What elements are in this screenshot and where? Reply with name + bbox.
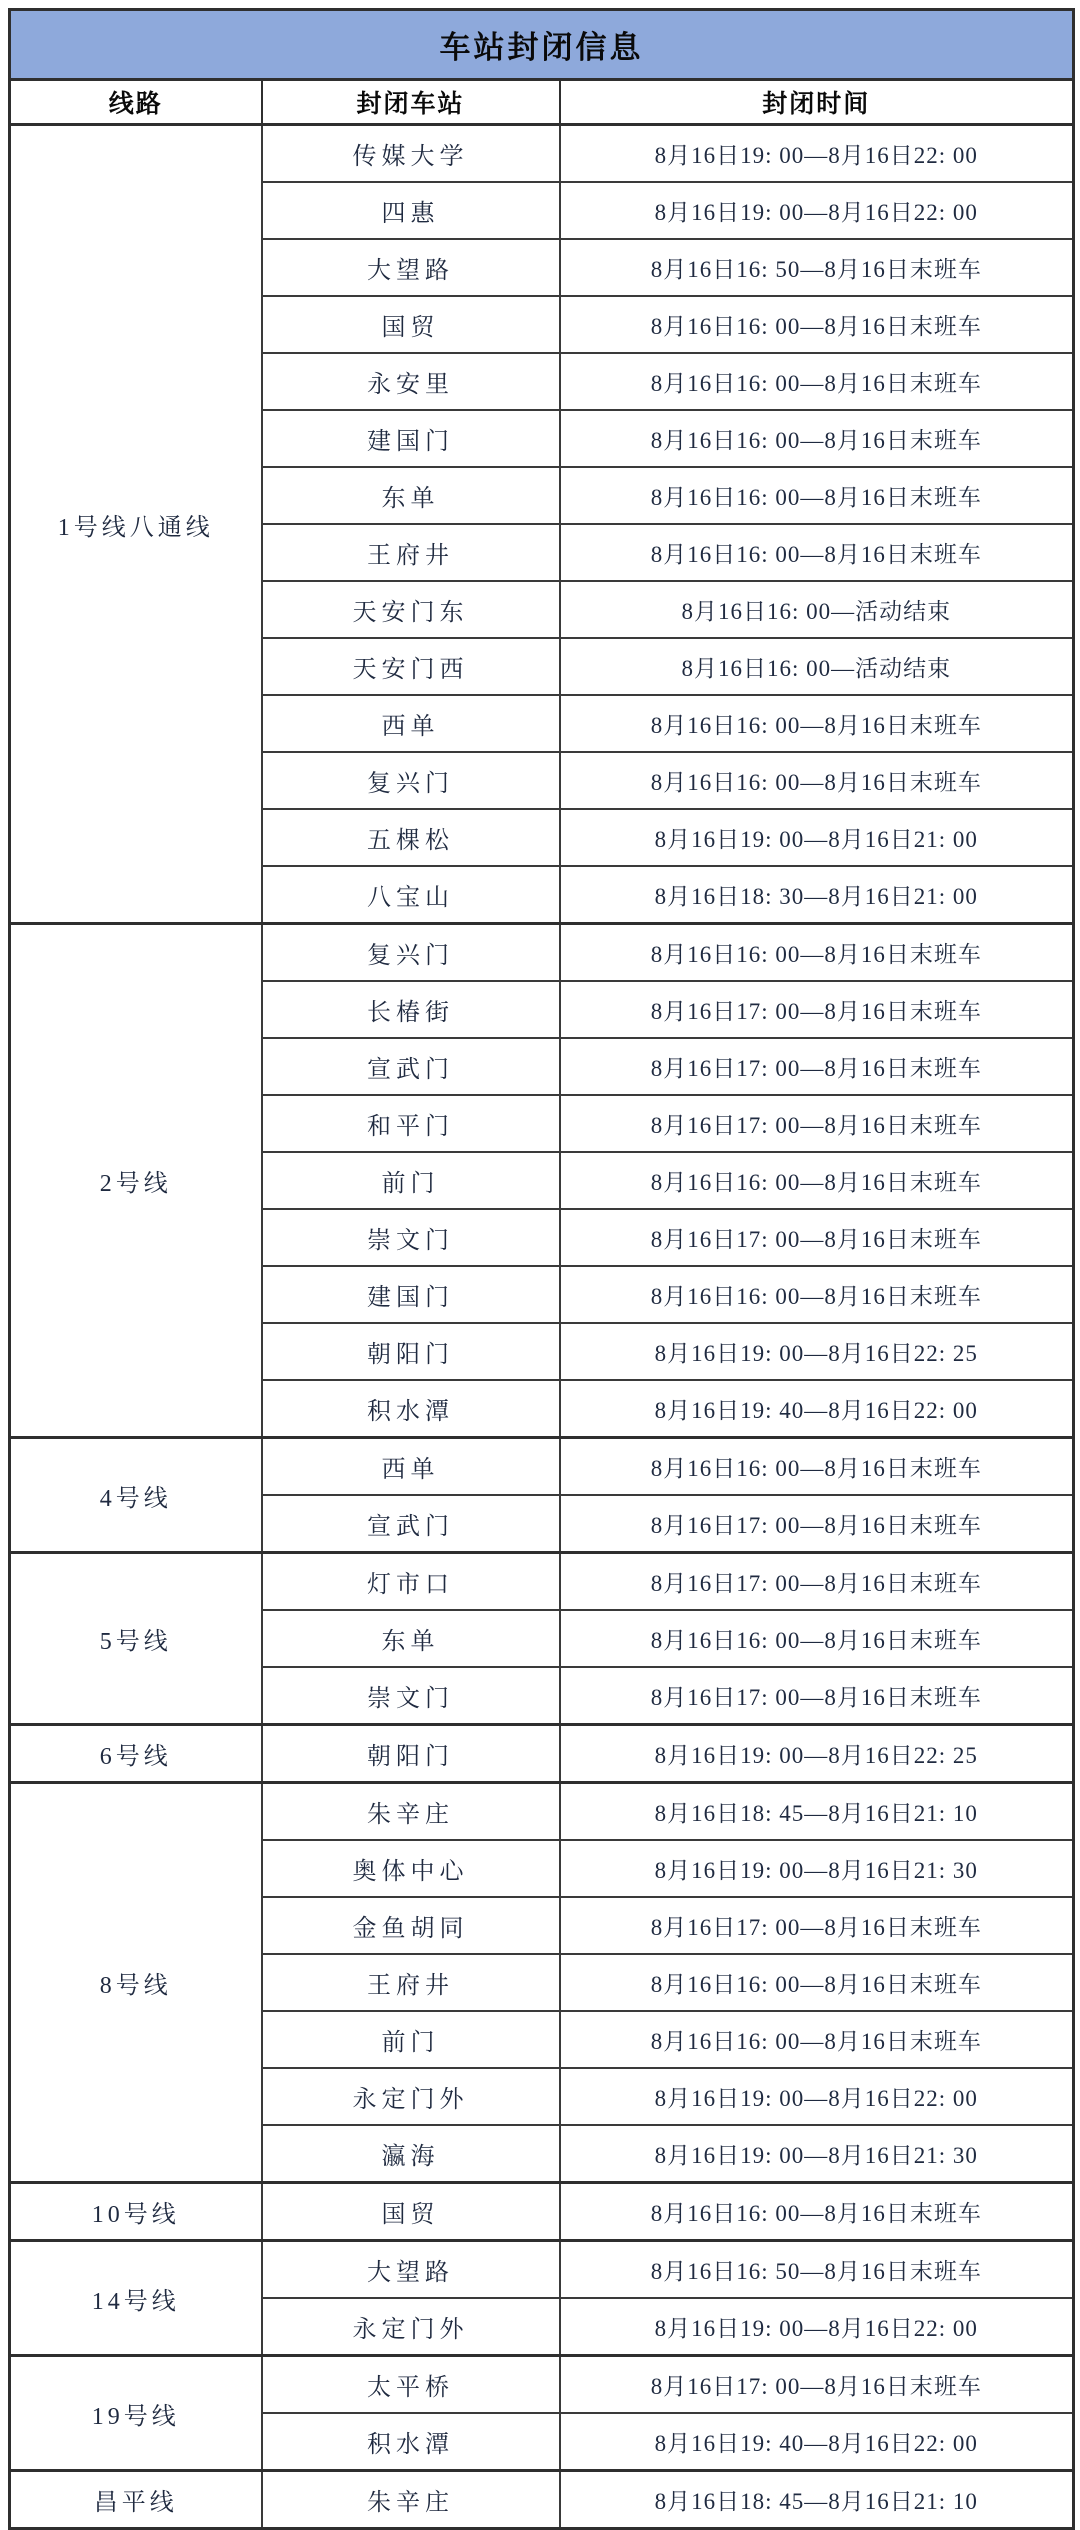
time-cell: 8月16日19: 00—8月16日21: 30 — [560, 2125, 1074, 2183]
table-body — [10, 125, 1074, 2529]
time-cell: 8月16日16: 00—8月16日末班车 — [560, 410, 1074, 467]
column-header-row — [10, 80, 1074, 125]
station-closure-table — [8, 8, 1075, 2530]
table-row — [10, 2241, 1074, 2299]
station-cell: 天安门西 — [262, 638, 560, 695]
line-cell: 昌平线 — [10, 2471, 262, 2529]
station-cell: 崇文门 — [262, 1667, 560, 1725]
time-cell: 8月16日16: 00—活动结束 — [560, 638, 1074, 695]
station-cell: 传媒大学 — [262, 125, 560, 183]
time-cell: 8月16日17: 00—8月16日末班车 — [560, 1209, 1074, 1266]
time-cell: 8月16日16: 50—8月16日末班车 — [560, 2241, 1074, 2299]
time-cell: 8月16日18: 30—8月16日21: 00 — [560, 866, 1074, 924]
time-cell: 8月16日17: 00—8月16日末班车 — [560, 1095, 1074, 1152]
station-cell: 王府井 — [262, 524, 560, 581]
time-cell: 8月16日19: 00—8月16日22: 25 — [560, 1725, 1074, 1783]
time-cell: 8月16日19: 00—8月16日22: 25 — [560, 1323, 1074, 1380]
line-cell: 5号线 — [10, 1553, 262, 1725]
table-row — [10, 2183, 1074, 2241]
station-cell: 太平桥 — [262, 2356, 560, 2414]
time-cell: 8月16日18: 45—8月16日21: 10 — [560, 2471, 1074, 2529]
line-cell: 6号线 — [10, 1725, 262, 1783]
line-cell: 1号线八通线 — [10, 125, 262, 924]
station-cell: 崇文门 — [262, 1209, 560, 1266]
station-cell: 积水潭 — [262, 1380, 560, 1438]
time-cell: 8月16日16: 50—8月16日末班车 — [560, 239, 1074, 296]
station-cell: 积水潭 — [262, 2413, 560, 2471]
time-cell: 8月16日16: 00—8月16日末班车 — [560, 467, 1074, 524]
station-cell: 八宝山 — [262, 866, 560, 924]
time-cell: 8月16日16: 00—8月16日末班车 — [560, 353, 1074, 410]
time-cell: 8月16日17: 00—8月16日末班车 — [560, 1897, 1074, 1954]
line-cell: 14号线 — [10, 2241, 262, 2356]
time-cell: 8月16日17: 00—8月16日末班车 — [560, 2356, 1074, 2414]
time-cell: 8月16日19: 40—8月16日22: 00 — [560, 1380, 1074, 1438]
station-cell: 永定门外 — [262, 2298, 560, 2356]
title-row — [10, 10, 1074, 80]
line-cell: 2号线 — [10, 924, 262, 1438]
table-row — [10, 2356, 1074, 2414]
table-row — [10, 2471, 1074, 2529]
station-cell: 灯市口 — [262, 1553, 560, 1611]
station-cell: 建国门 — [262, 1266, 560, 1323]
time-cell: 8月16日16: 00—8月16日末班车 — [560, 1610, 1074, 1667]
time-cell: 8月16日17: 00—8月16日末班车 — [560, 1553, 1074, 1611]
time-cell: 8月16日16: 00—8月16日末班车 — [560, 1266, 1074, 1323]
time-cell: 8月16日16: 00—8月16日末班车 — [560, 2183, 1074, 2241]
station-cell: 大望路 — [262, 239, 560, 296]
station-cell: 大望路 — [262, 2241, 560, 2299]
station-cell: 奥体中心 — [262, 1840, 560, 1897]
line-cell: 4号线 — [10, 1438, 262, 1553]
station-cell: 永定门外 — [262, 2068, 560, 2125]
station-cell: 前门 — [262, 1152, 560, 1209]
time-cell: 8月16日19: 00—8月16日22: 00 — [560, 2298, 1074, 2356]
table-title: 车站封闭信息 — [10, 10, 1074, 80]
station-cell: 宣武门 — [262, 1038, 560, 1095]
time-cell: 8月16日19: 00—8月16日21: 30 — [560, 1840, 1074, 1897]
table-row — [10, 1783, 1074, 1841]
time-cell: 8月16日17: 00—8月16日末班车 — [560, 1667, 1074, 1725]
station-cell: 朝阳门 — [262, 1725, 560, 1783]
station-cell: 西单 — [262, 695, 560, 752]
station-cell: 四惠 — [262, 182, 560, 239]
station-cell: 长椿街 — [262, 981, 560, 1038]
station-cell: 前门 — [262, 2011, 560, 2068]
time-cell: 8月16日16: 00—8月16日末班车 — [560, 1152, 1074, 1209]
time-cell: 8月16日16: 00—8月16日末班车 — [560, 695, 1074, 752]
time-cell: 8月16日16: 00—8月16日末班车 — [560, 2011, 1074, 2068]
time-cell: 8月16日16: 00—8月16日末班车 — [560, 1954, 1074, 2011]
time-cell: 8月16日16: 00—8月16日末班车 — [560, 924, 1074, 982]
station-cell: 东单 — [262, 1610, 560, 1667]
station-cell: 五棵松 — [262, 809, 560, 866]
time-cell: 8月16日19: 00—8月16日21: 00 — [560, 809, 1074, 866]
time-cell: 8月16日19: 00—8月16日22: 00 — [560, 125, 1074, 183]
time-cell: 8月16日19: 00—8月16日22: 00 — [560, 182, 1074, 239]
station-cell: 瀛海 — [262, 2125, 560, 2183]
station-cell: 宣武门 — [262, 1495, 560, 1553]
table-row — [10, 1438, 1074, 1496]
station-cell: 建国门 — [262, 410, 560, 467]
col-header-time: 封闭时间 — [560, 80, 1074, 125]
time-cell: 8月16日16: 00—8月16日末班车 — [560, 296, 1074, 353]
station-cell: 金鱼胡同 — [262, 1897, 560, 1954]
station-cell: 东单 — [262, 467, 560, 524]
time-cell: 8月16日17: 00—8月16日末班车 — [560, 981, 1074, 1038]
station-cell: 天安门东 — [262, 581, 560, 638]
time-cell: 8月16日16: 00—8月16日末班车 — [560, 524, 1074, 581]
line-cell: 10号线 — [10, 2183, 262, 2241]
station-cell: 复兴门 — [262, 752, 560, 809]
station-cell: 国贸 — [262, 296, 560, 353]
time-cell: 8月16日19: 00—8月16日22: 00 — [560, 2068, 1074, 2125]
time-cell: 8月16日16: 00—8月16日末班车 — [560, 1438, 1074, 1496]
time-cell: 8月16日17: 00—8月16日末班车 — [560, 1038, 1074, 1095]
station-cell: 国贸 — [262, 2183, 560, 2241]
station-cell: 朝阳门 — [262, 1323, 560, 1380]
station-cell: 永安里 — [262, 353, 560, 410]
time-cell: 8月16日16: 00—活动结束 — [560, 581, 1074, 638]
table-row — [10, 1553, 1074, 1611]
line-cell: 8号线 — [10, 1783, 262, 2183]
time-cell: 8月16日16: 00—8月16日末班车 — [560, 752, 1074, 809]
time-cell: 8月16日18: 45—8月16日21: 10 — [560, 1783, 1074, 1841]
station-cell: 朱辛庄 — [262, 1783, 560, 1841]
table-row — [10, 125, 1074, 183]
table-row — [10, 924, 1074, 982]
station-cell: 朱辛庄 — [262, 2471, 560, 2529]
table-row — [10, 1725, 1074, 1783]
time-cell: 8月16日19: 40—8月16日22: 00 — [560, 2413, 1074, 2471]
station-cell: 王府井 — [262, 1954, 560, 2011]
station-cell: 和平门 — [262, 1095, 560, 1152]
col-header-line: 线路 — [10, 80, 262, 125]
station-cell: 复兴门 — [262, 924, 560, 982]
time-cell: 8月16日17: 00—8月16日末班车 — [560, 1495, 1074, 1553]
col-header-station: 封闭车站 — [262, 80, 560, 125]
line-cell: 19号线 — [10, 2356, 262, 2471]
station-cell: 西单 — [262, 1438, 560, 1496]
